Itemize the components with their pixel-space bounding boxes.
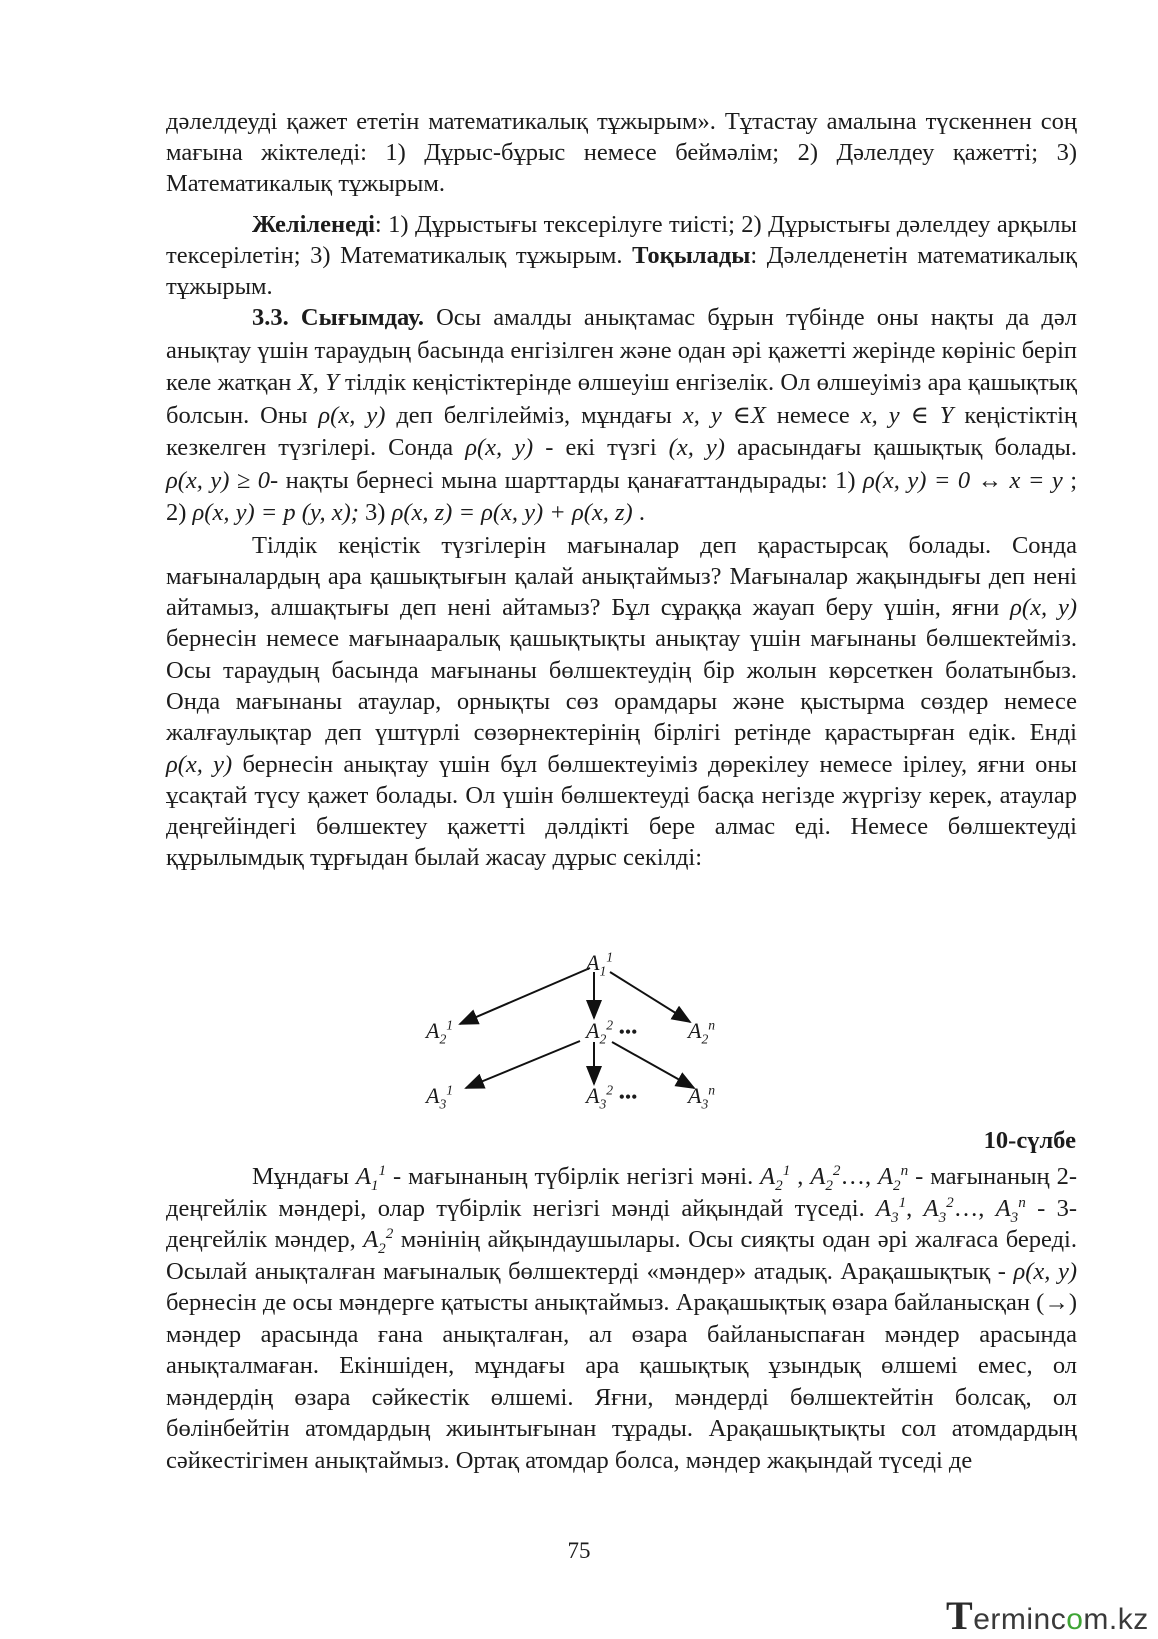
node-a32 xyxy=(586,1082,638,1112)
node-sup: 1 xyxy=(606,949,614,965)
symbol-a2n: $A_2^n$ xyxy=(878,1161,909,1194)
p2-text-2: : Дәлелденетін математикалық тұжырым. xyxy=(166,242,1077,300)
termincom-watermark-logo xyxy=(946,1592,1149,1639)
p3-text-f: - екі түзгі xyxy=(533,434,669,461)
paragraph-1: дәлелдеуді қажет ететін математикалық тұжырым». Тұтастау амалына түскеннен соң мағына жіктеледі: 1) Дұрыс-бұрыс немесе беймәлім; 2) Дәлелдеу қажетті; 3) Математикалық тұжырым. xyxy=(166,108,1077,197)
node-a11 xyxy=(586,949,614,979)
formula-nonneg: ρ(x, y) ≥ 0 xyxy=(166,466,271,494)
p3-text-a: Осы амалды анықтамас бұрын түбінде оны нақты да дәл анықтау үшін тараудың басында енгізілген және одан әрі қажетті жерінде көрініс беріп келе жатқан xyxy=(166,304,1077,396)
node-a21 xyxy=(426,1017,454,1047)
logo-letter-o: o xyxy=(1066,1603,1084,1636)
spaces-xy: X, Y xyxy=(297,369,339,396)
node-letter: A xyxy=(688,1083,702,1108)
node-letter: A xyxy=(688,1018,702,1043)
p4-text-b: бернесін немесе мағынааралық қашықтықты анықтау үшін мағынаны бөлшектейміз. Осы тараудың басында мағынаны бөлшектеудің бір жолын көрсеткен болатынбыз. Онда мағынаны атаулар, орнықты сөз орамдары және қыстырма сөздер немесе жалғаулықтар деп үштүрлі сөзөрнектерінің бірлігі ретінде қарастырған едік. Енді xyxy=(166,625,1077,747)
formula-rho-xy: ρ(x, y) xyxy=(465,434,534,461)
node-letter: A xyxy=(586,1083,600,1108)
p5-text-h: - 3-деңгейлік мәндер, xyxy=(166,1194,1078,1253)
ellipsis-dots: ••• xyxy=(618,1087,638,1107)
meaning-tree-diagram xyxy=(400,949,760,1118)
p3-text-d: немесе xyxy=(765,401,861,429)
node-letter: A xyxy=(586,1018,600,1043)
p3-text-b: тілдік кеңістіктерінде өлшеуіш енгізелік. Ол өлшеуіміз ара қашықтық болсын. Оны xyxy=(166,369,1078,429)
node-sub: 2 xyxy=(439,1031,447,1047)
arrow-a11-a21 xyxy=(460,968,590,1024)
figure-caption: 10-сүлбе xyxy=(983,1127,1076,1154)
node-sup: n xyxy=(708,1017,716,1033)
formula-condition-1: ρ(x, y) = 0 ↔ x = y xyxy=(863,466,1063,494)
body-text-top xyxy=(166,106,1077,874)
p5-text-c: , xyxy=(790,1163,811,1190)
arrow-a11-a2n xyxy=(610,972,690,1022)
formula-rho-xy: ρ(x, y) xyxy=(318,401,386,429)
p4-text-a: Тілдік кеңістік түзгілерін мағыналар деп қарастырсақ болады. Сонда мағыналардың ара қашықтығын қалай анықтаймыз? Мағыналар жақындығы деп нені айтамыз, алшақтығы деп нені айтамыз? Бұл сұраққа жауап беру үшін, яғни xyxy=(166,531,1077,622)
p5-text-g: …, xyxy=(953,1194,996,1222)
formula-rho-xy: ρ(x, y) xyxy=(166,750,233,778)
node-sub: 2 xyxy=(599,1031,607,1047)
symbol-a21: $A_2^1$ xyxy=(760,1161,791,1194)
p5-text-d: …, xyxy=(840,1163,879,1190)
p3-text-e: кеңістіктің кезкелген түзгілері. Сонда xyxy=(166,401,1078,461)
p4-text-c: бернесін анықтау үшін бұл бөлшектеуіміз дөрекілеу немесе ірілеу, яғни оны ұсақтай түсу қажет болады. Ол үшін бөлшектеуді басқа негізде жүргізу керек, атаулар деңгейіндегі бөлшектеу қажетті дәлдікті бере алмас еді. Немесе бөлшектеуді құрылымдық тұрғыдан былай жасау дұрыс секілді: xyxy=(166,750,1077,872)
node-sup: n xyxy=(708,1082,716,1098)
p3-text-h: - нақты бернесі мына шарттарды қанағаттандырады: 1) xyxy=(270,466,863,494)
formula-rho-xy: ρ(x, y) xyxy=(1013,1257,1077,1285)
page-number: 75 xyxy=(567,1538,591,1563)
node-sup: 1 xyxy=(446,1082,454,1098)
section-heading: 3.3. Сығымдау. xyxy=(252,304,424,331)
p5-text-f: , xyxy=(906,1194,924,1222)
p3-text-c: деп белгілейміз, мұндағы xyxy=(385,401,683,429)
symbol-a22-ref: $A_2^2$ xyxy=(363,1224,394,1257)
symbol-a22: $A_2^2$ xyxy=(810,1161,841,1194)
node-a22 xyxy=(586,1017,638,1047)
p5-text-i: мәнінің айқындаушылары. Осы сияқты одан әрі жалғаса береді. Осылай анықталған мағыналық бөлшектерді «мәндер» атадық. Арақашықтық - xyxy=(166,1226,1077,1285)
logo-text-2: m.kz xyxy=(1083,1603,1149,1636)
node-sub: 3 xyxy=(599,1096,607,1112)
node-sub: 1 xyxy=(599,963,607,979)
formula-xy-in-x: x, y ∈X xyxy=(682,401,766,429)
symbol-a31: $A_3^1$ xyxy=(876,1193,907,1226)
term-tokylady: Тоқылады xyxy=(632,242,751,269)
formula-xy-in-y: x, y ∈ Y xyxy=(860,401,954,429)
node-letter: A xyxy=(586,950,600,975)
logo-text-1: erminc xyxy=(973,1603,1067,1636)
paragraph-2 xyxy=(166,209,1077,302)
node-a31 xyxy=(426,1082,454,1112)
symbol-a3n: $A_3^n$ xyxy=(995,1193,1026,1226)
node-sup: 1 xyxy=(446,1017,454,1033)
formula-condition-3: ρ(x, z) = ρ(x, y) + ρ(x, z) xyxy=(391,499,633,526)
formula-rho-xy: ρ(x, y) xyxy=(1010,594,1077,622)
p5-text-j: бернесін де осы мәндерге қатысты анықтаймыз. Арақашықтық өзара байланысқан (→) мәндер арасында ғана анықталған, ал өзара байланыспаған мәндер арасында анықталмаған. Екіншіден, мұндағы ара қашықтық ұзындық өлшемі емес, ол мәндердің өзара сәйкестік өлшемі. Яғни, мәндерді бөлшектейтін болсақ, ол бөлінбейтін атомдардың жиынтығынан тұрады. Арақашықтықты сол атомдардың сәйкестігімен анықтаймыз. Ортақ атомдар болса, мәндер жақындай түседі де xyxy=(166,1289,1077,1474)
arrow-a22-a3n xyxy=(612,1042,694,1088)
paragraph-5 xyxy=(166,1161,1077,1476)
node-a2n xyxy=(688,1017,716,1047)
p3-text-i: ; 2) xyxy=(166,466,1077,526)
term-zhelilenedi: Желіленеді xyxy=(252,211,375,238)
node-letter: A xyxy=(426,1083,440,1108)
p3-text-g: арасындағы қашықтық болады. xyxy=(724,434,1077,461)
formula-pair: (x, y) xyxy=(668,434,725,461)
p3-text-j: 3) xyxy=(358,499,392,526)
symbol-a32: $A_3^2$ xyxy=(923,1193,954,1226)
paragraph-3 xyxy=(166,302,1077,530)
node-a3n xyxy=(688,1082,716,1112)
ellipsis-dots: ••• xyxy=(618,1022,638,1042)
p5-text-b: - мағынаның түбірлік негізгі мәні. xyxy=(386,1163,761,1190)
logo-letter-t: T xyxy=(946,1593,974,1638)
p5-text-e: - мағынаның 2-деңгейлік мәндері, олар түбірлік негізгі мәнді айқындай түседі. xyxy=(166,1163,1078,1222)
node-sup: 2 xyxy=(606,1017,614,1033)
p5-text-a: Мұндағы xyxy=(252,1163,356,1190)
node-letter: A xyxy=(426,1018,440,1043)
node-sub: 2 xyxy=(701,1031,709,1047)
symbol-a11: $A_1^1$ xyxy=(355,1161,387,1194)
p3-text-k: . xyxy=(632,499,645,526)
node-sup: 2 xyxy=(606,1082,614,1098)
arrow-a22-a31 xyxy=(466,1041,580,1088)
body-text-bottom xyxy=(166,1161,1077,1476)
node-sub: 3 xyxy=(701,1096,709,1112)
paragraph-4 xyxy=(166,530,1077,874)
p2-text-1: : 1) Дұрыстығы тексерілуге тиісті; 2) Дұрыстығы дәлелдеу арқылы тексерілетін; 3) Математикалық тұжырым. xyxy=(166,211,1077,269)
formula-condition-2: ρ(x, y) = p (y, x); xyxy=(192,499,359,526)
node-sub: 3 xyxy=(439,1096,447,1112)
